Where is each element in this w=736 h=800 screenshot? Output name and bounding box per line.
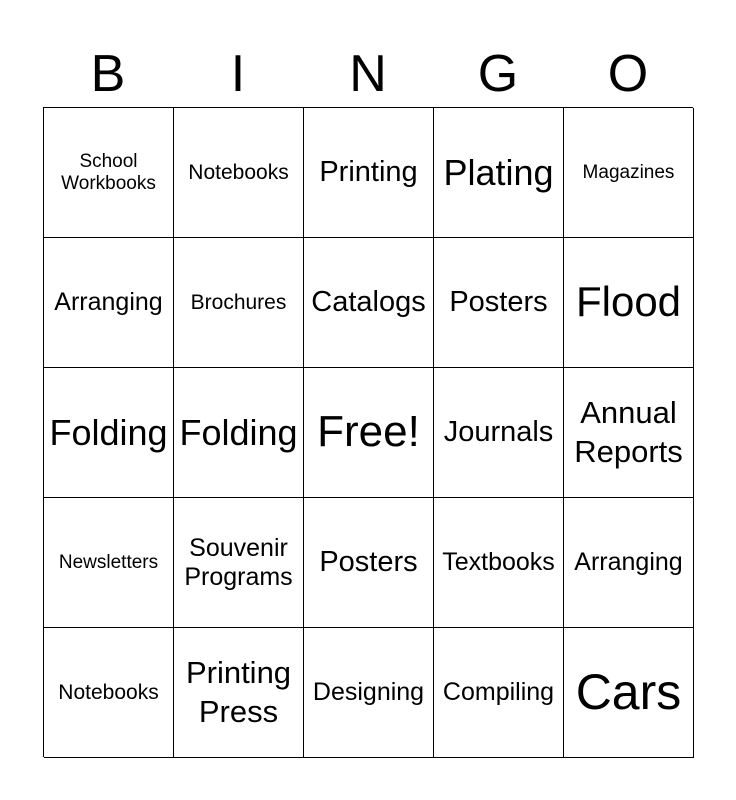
header-letter-n: N [349, 45, 387, 103]
bingo-cell[interactable]: Souvenir Programs [174, 498, 304, 628]
bingo-cell[interactable]: Magazines [564, 108, 694, 238]
bingo-header [43, 40, 693, 108]
bingo-cell[interactable]: Folding [44, 368, 174, 498]
bingo-cell[interactable]: Notebooks [174, 108, 304, 238]
bingo-cell[interactable]: Brochures [174, 238, 304, 368]
header-letter-b: B [90, 45, 126, 103]
bingo-cell[interactable]: Designing [304, 628, 434, 758]
bingo-cell[interactable]: Printing Press [174, 628, 304, 758]
bingo-cell[interactable]: Posters [434, 238, 564, 368]
bingo-cell[interactable]: Arranging [44, 238, 174, 368]
header-letter-o: O [607, 45, 649, 103]
header-letter-i: I [230, 45, 246, 103]
bingo-cell[interactable]: Catalogs [304, 238, 434, 368]
bingo-cell[interactable]: School Workbooks [44, 108, 174, 238]
bingo-grid [43, 107, 693, 757]
bingo-cell[interactable]: Annual Reports [564, 368, 694, 498]
bingo-cell[interactable]: Newsletters [44, 498, 174, 628]
bingo-cell[interactable]: Cars [564, 628, 694, 758]
bingo-cell[interactable]: Plating [434, 108, 564, 238]
header-letter-g: G [477, 45, 519, 103]
bingo-cell[interactable]: Posters [304, 498, 434, 628]
bingo-cell[interactable]: Flood [564, 238, 694, 368]
bingo-cell[interactable]: Compiling [434, 628, 564, 758]
free-space-cell[interactable]: Free! [304, 368, 434, 498]
bingo-cell[interactable]: Folding [174, 368, 304, 498]
bingo-cell[interactable]: Textbooks [434, 498, 564, 628]
bingo-cell[interactable]: Printing [304, 108, 434, 238]
bingo-cell[interactable]: Journals [434, 368, 564, 498]
bingo-cell[interactable]: Arranging [564, 498, 694, 628]
bingo-cell[interactable]: Notebooks [44, 628, 174, 758]
